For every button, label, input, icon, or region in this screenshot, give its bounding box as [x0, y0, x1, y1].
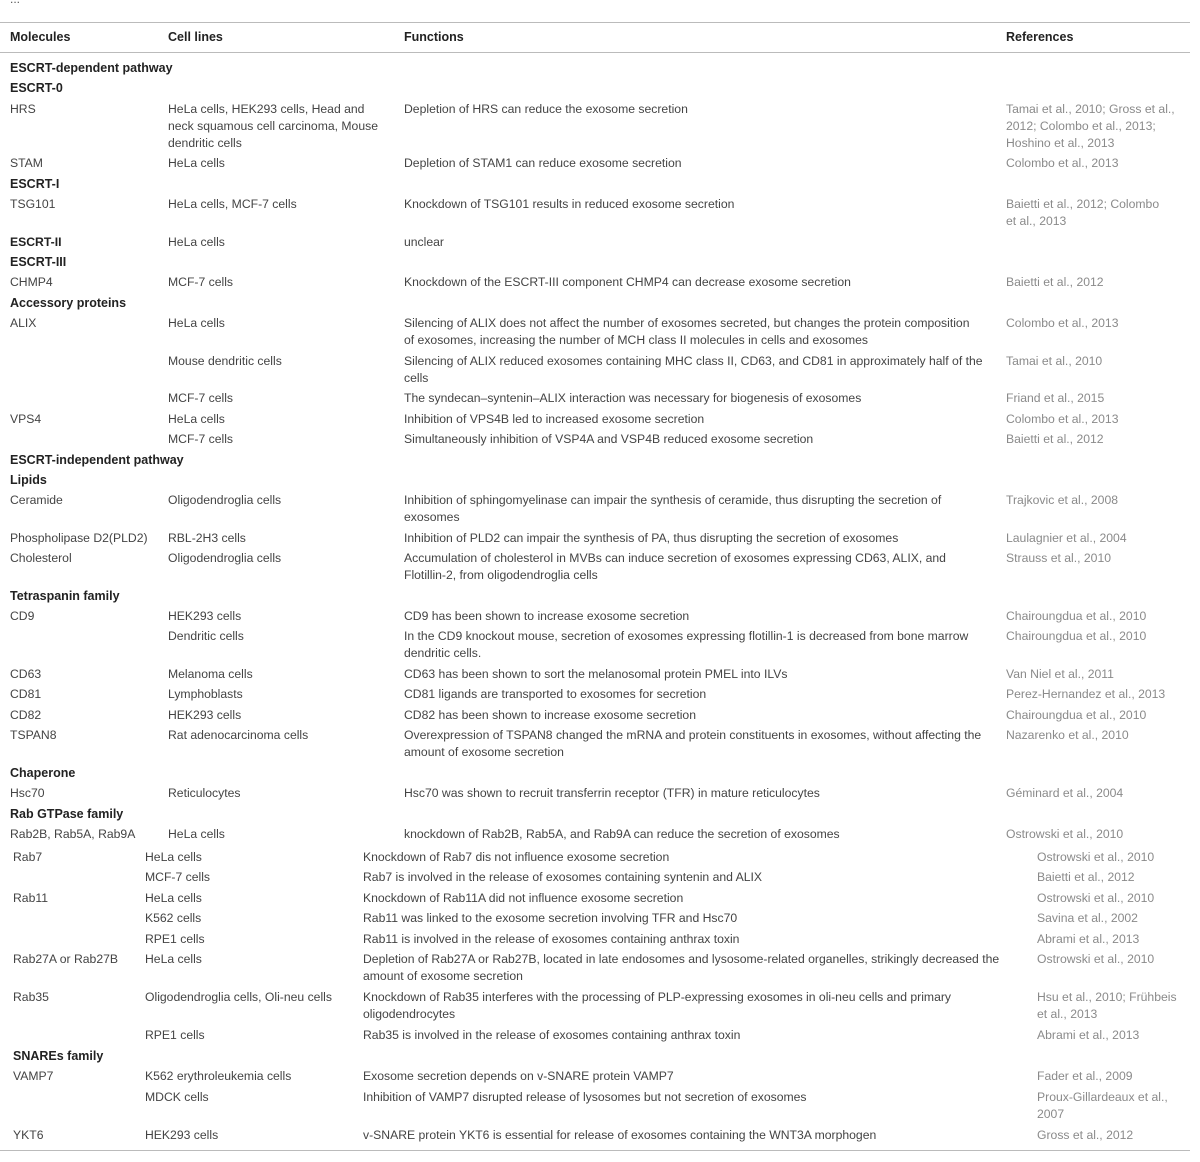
cell-molecule: ESCRT-II [10, 235, 62, 249]
cell-function: CD9 has been shown to increase exosome secretion [404, 609, 690, 623]
cell-function: CD63 has been shown to sort the melanosomal protein PMEL into ILVs [404, 667, 788, 681]
table-caption [10, 0, 20, 6]
section-heading: ESCRT-0 [10, 81, 63, 95]
cell-cell-line: HeLa cells [168, 412, 225, 426]
cell-function: Silencing of ALIX does not affect the number of exosomes secreted, but changes the protein composition of exosomes, increasing the number of MCH class II molecules in cells and exosomes [404, 316, 970, 347]
cell-function: unclear [404, 235, 444, 249]
cell-reference: Savina et al., 2002 [1037, 911, 1138, 925]
cell-molecule: Cholesterol [10, 551, 72, 565]
cell-reference: Tamai et al., 2010; Gross et al., 2012; Colombo et al., 2013; Hoshino et al., 2013 [1006, 102, 1175, 150]
cell-cell-line: Oligodendroglia cells [168, 493, 282, 507]
cell-molecule: CD9 [10, 609, 35, 623]
cell-molecule: ALIX [10, 316, 37, 330]
cell-function: Inhibition of VAMP7 disrupted release of lysosomes but not secretion of exosomes [363, 1090, 807, 1104]
cell-function: Hsc70 was shown to recruit transferrin receptor (TFR) in mature reticulocytes [404, 786, 820, 800]
cell-function: Inhibition of PLD2 can impair the synthesis of PA, thus disrupting the secretion of exosomes [404, 531, 899, 545]
cell-molecule: Rab27A or Rab27B [13, 952, 119, 966]
cell-cell-line: RPE1 cells [145, 932, 205, 946]
top-rule [0, 22, 1190, 23]
cell-cell-line: HeLa cells [145, 952, 202, 966]
cell-function: knockdown of Rab2B, Rab5A, and Rab9A can reduce the secretion of exosomes [404, 827, 840, 841]
cell-cell-line: MCF-7 cells [168, 275, 234, 289]
cell-function: Inhibition of VPS4B led to increased exosome secretion [404, 412, 705, 426]
header-references: References [1006, 30, 1074, 44]
cell-reference: Baietti et al., 2012; Colombo et al., 2013 [1006, 197, 1160, 228]
section-heading: SNAREs family [13, 1049, 104, 1063]
header-functions: Functions [404, 30, 464, 44]
cell-molecule: Rab11 [13, 891, 49, 905]
section-heading: Tetraspanin family [10, 589, 120, 603]
cell-reference: Abrami et al., 2013 [1037, 932, 1140, 946]
cell-function: Silencing of ALIX reduced exosomes containing MHC class II, CD63, and CD81 in approximately half of the cells [404, 354, 983, 385]
cell-cell-line: HeLa cells [168, 827, 225, 841]
cell-reference: Tamai et al., 2010 [1006, 354, 1103, 368]
header-cell-lines: Cell lines [168, 30, 223, 44]
cell-reference: Ostrowski et al., 2010 [1037, 952, 1155, 966]
cell-cell-line: MCF-7 cells [168, 391, 234, 405]
cell-reference: Colombo et al., 2013 [1006, 156, 1119, 170]
cell-cell-line: HeLa cells [168, 316, 225, 330]
cell-cell-line: MDCK cells [145, 1090, 209, 1104]
cell-reference: Baietti et al., 2012 [1006, 432, 1104, 446]
cell-reference: Baietti et al., 2012 [1037, 870, 1135, 884]
cell-cell-line: Melanoma cells [168, 667, 253, 681]
cell-function: Accumulation of cholesterol in MVBs can induce secretion of exosomes expressing CD63, ALIX, and Flotillin-2, from oligodendroglia cells [404, 551, 946, 582]
cell-reference: Gross et al., 2012 [1037, 1128, 1134, 1142]
cell-cell-line: HEK293 cells [145, 1128, 219, 1142]
section-heading: ESCRT-III [10, 255, 67, 269]
section-heading: Chaperone [10, 766, 76, 780]
section-heading: ESCRT-dependent pathway [10, 61, 173, 75]
cell-function: Knockdown of the ESCRT-III component CHMP4 can decrease exosome secretion [404, 275, 851, 289]
section-heading: Lipids [10, 473, 47, 487]
cell-function: The syndecan–syntenin–ALIX interaction was necessary for biogenesis of exosomes [404, 391, 862, 405]
header-rule [0, 52, 1190, 53]
cell-reference: Perez-Hernandez et al., 2013 [1006, 687, 1166, 701]
cell-function: In the CD9 knockout mouse, secretion of exosomes expressing flotillin-1 is decreased from bone marrow dendritic cells. [404, 629, 969, 660]
cell-reference: Nazarenko et al., 2010 [1006, 728, 1129, 742]
cell-function: Rab11 is involved in the release of exosomes containing anthrax toxin [363, 932, 740, 946]
cell-function: Knockdown of Rab7 dis not influence exosome secretion [363, 850, 670, 864]
cell-reference: Hsu et al., 2010; Frühbeis et al., 2013 [1037, 990, 1177, 1021]
cell-cell-line: MCF-7 cells [168, 432, 234, 446]
cell-function: CD82 has been shown to increase exosome secretion [404, 708, 696, 722]
cell-molecule: TSG101 [10, 197, 56, 211]
cell-reference: Géminard et al., 2004 [1006, 786, 1124, 800]
cell-function: Rab7 is involved in the release of exosomes containing syntenin and ALIX [363, 870, 763, 884]
cell-reference: Colombo et al., 2013 [1006, 412, 1119, 426]
cell-function: Exosome secretion depends on v-SNARE protein VAMP7 [363, 1069, 674, 1083]
cell-cell-line: HeLa cells [145, 850, 202, 864]
cell-cell-line: Rat adenocarcinoma cells [168, 728, 309, 742]
cell-function: Knockdown of Rab35 interferes with the processing of PLP-expressing exosomes in oli-neu cells and primary oligodendrocytes [363, 990, 952, 1021]
cell-molecule: Rab7 [13, 850, 43, 864]
cell-reference: Ostrowski et al., 2010 [1006, 827, 1124, 841]
cell-cell-line: HeLa cells, HEK293 cells, Head and neck squamous cell carcinoma, Mouse dendritic cells [168, 102, 378, 150]
cell-function: v-SNARE protein YKT6 is essential for release of exosomes containing the WNT3A morphogen [363, 1128, 877, 1142]
cell-reference: Trajkovic et al., 2008 [1006, 493, 1118, 507]
cell-cell-line: K562 cells [145, 911, 202, 925]
cell-molecule: VPS4 [10, 412, 42, 426]
cell-molecule: VAMP7 [13, 1069, 54, 1083]
cell-function: Inhibition of sphingomyelinase can impair the synthesis of ceramide, thus disrupting the secretion of exosomes [404, 493, 942, 524]
cell-molecule: TSPAN8 [10, 728, 57, 742]
cell-cell-line: HeLa cells [168, 235, 225, 249]
cell-cell-line: HEK293 cells [168, 609, 242, 623]
cell-cell-line: HeLa cells [168, 156, 225, 170]
cell-reference: Proux-Gillardeaux et al., 2007 [1037, 1090, 1168, 1121]
cell-molecule: CD81 [10, 687, 42, 701]
cell-molecule: Phospholipase D2(PLD2) [10, 531, 148, 545]
cell-reference: Baietti et al., 2012 [1006, 275, 1104, 289]
cell-cell-line: HeLa cells, MCF-7 cells [168, 197, 297, 211]
cell-function: Simultaneously inhibition of VSP4A and VSP4B reduced exosome secretion [404, 432, 814, 446]
cell-cell-line: Lymphoblasts [168, 687, 243, 701]
cell-cell-line: RBL-2H3 cells [168, 531, 246, 545]
cell-function: Depletion of Rab27A or Rab27B, located in late endosomes and lysosome-related organelles, strikingly decreased the amount of exosome secretion [363, 952, 1000, 983]
cell-reference: Laulagnier et al., 2004 [1006, 531, 1127, 545]
header-molecules: Molecules [10, 30, 71, 44]
cell-reference: Ostrowski et al., 2010 [1037, 891, 1155, 905]
cell-cell-line: Oligodendroglia cells [168, 551, 282, 565]
cell-function: CD81 ligands are transported to exosomes for secretion [404, 687, 707, 701]
cell-molecule: Rab35 [13, 990, 49, 1004]
cell-cell-line: RPE1 cells [145, 1028, 205, 1042]
cell-molecule: CD82 [10, 708, 42, 722]
cell-reference: Chairoungdua et al., 2010 [1006, 708, 1147, 722]
bottom-rule [0, 1150, 1190, 1151]
cell-molecule: Rab2B, Rab5A, Rab9A [10, 827, 136, 841]
cell-molecule: STAM [10, 156, 43, 170]
section-heading: ESCRT-independent pathway [10, 453, 184, 467]
cell-reference: Chairoungdua et al., 2010 [1006, 629, 1147, 643]
cell-molecule: HRS [10, 102, 36, 116]
cell-reference: Colombo et al., 2013 [1006, 316, 1119, 330]
cell-function: Overexpression of TSPAN8 changed the mRNA and protein constituents in exosomes, without affecting the amount of exosome secretion [404, 728, 982, 759]
cell-function: Rab35 is involved in the release of exosomes containing anthrax toxin [363, 1028, 741, 1042]
cell-reference: Chairoungdua et al., 2010 [1006, 609, 1147, 623]
cell-molecule: CHMP4 [10, 275, 53, 289]
cell-molecule: Ceramide [10, 493, 63, 507]
section-heading: Accessory proteins [10, 296, 127, 310]
cell-cell-line: K562 erythroleukemia cells [145, 1069, 292, 1083]
cell-molecule: YKT6 [13, 1128, 44, 1142]
cell-reference: Fader et al., 2009 [1037, 1069, 1133, 1083]
cell-cell-line: Reticulocytes [168, 786, 241, 800]
cell-cell-line: MCF-7 cells [145, 870, 211, 884]
cell-function: Knockdown of TSG101 results in reduced exosome secretion [404, 197, 735, 211]
cell-function: Depletion of HRS can reduce the exosome secretion [404, 102, 688, 116]
cell-reference: Strauss et al., 2010 [1006, 551, 1112, 565]
cell-reference: Ostrowski et al., 2010 [1037, 850, 1155, 864]
cell-cell-line: HEK293 cells [168, 708, 242, 722]
cell-molecule: Hsc70 [10, 786, 45, 800]
section-heading: Rab GTPase family [10, 807, 124, 821]
section-heading: ESCRT-I [10, 177, 60, 191]
cell-reference: Abrami et al., 2013 [1037, 1028, 1140, 1042]
cell-molecule: CD63 [10, 667, 42, 681]
cell-cell-line: Oligodendroglia cells, Oli-neu cells [145, 990, 332, 1004]
cell-cell-line: HeLa cells [145, 891, 202, 905]
cell-reference: Van Niel et al., 2011 [1006, 667, 1114, 681]
cell-reference: Friand et al., 2015 [1006, 391, 1105, 405]
cell-cell-line: Dendritic cells [168, 629, 244, 643]
cell-function: Depletion of STAM1 can reduce exosome secretion [404, 156, 682, 170]
cell-function: Rab11 was linked to the exosome secretion involving TFR and Hsc70 [363, 911, 738, 925]
cell-cell-line: Mouse dendritic cells [168, 354, 282, 368]
cell-function: Knockdown of Rab11A did not influence exosome secretion [363, 891, 684, 905]
